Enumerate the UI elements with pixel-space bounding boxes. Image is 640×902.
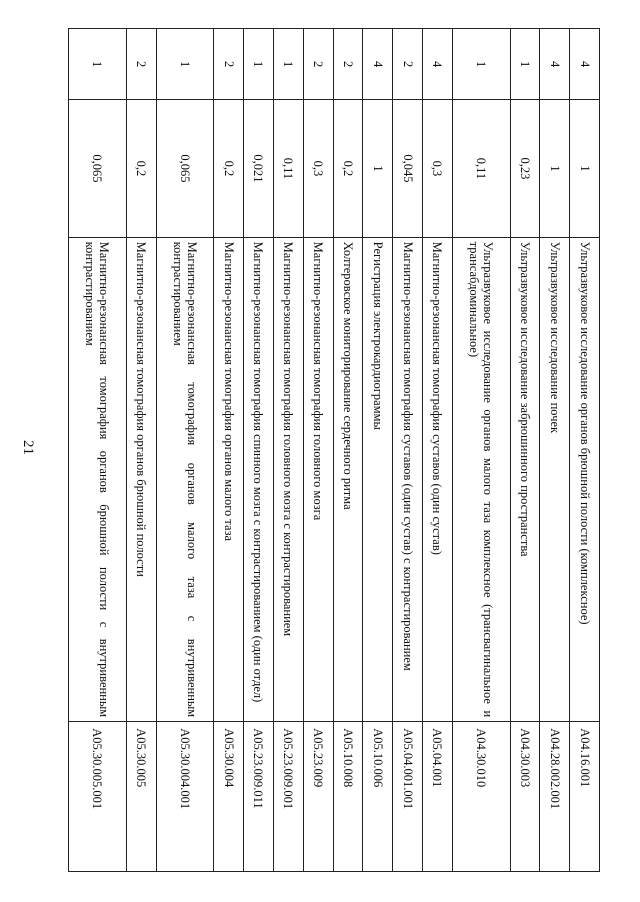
frequency-cell: 0,23 <box>510 100 540 237</box>
multiplicity-cell: 1 <box>273 29 303 100</box>
frequency-cell: 1 <box>363 100 393 237</box>
service-name-cell: Магнитно-резонансная томография органов брюшной полости <box>126 237 156 722</box>
service-name-cell: Магнитно-резонансная томография органов малого таза <box>214 237 244 722</box>
service-name-cell: Магнитно-резонансная томография суставов (один сустав) <box>423 237 453 722</box>
multiplicity-cell: 2 <box>214 29 244 100</box>
multiplicity-cell: 1 <box>156 29 214 100</box>
service-code-cell: A04.16.001 <box>570 722 600 872</box>
table-row <box>244 29 274 872</box>
multiplicity-cell: 4 <box>363 29 393 100</box>
multiplicity-cell: 2 <box>126 29 156 100</box>
frequency-cell: 1 <box>540 100 570 237</box>
table-row <box>303 29 333 872</box>
service-name-cell: Ультразвуковое исследование забрюшинного пространства <box>510 237 540 722</box>
table-row <box>510 29 540 872</box>
frequency-cell: 0,2 <box>126 100 156 237</box>
multiplicity-cell: 2 <box>303 29 333 100</box>
frequency-cell: 0,2 <box>214 100 244 237</box>
service-code-cell: A05.10.008 <box>333 722 363 872</box>
service-code-cell: A05.23.009.001 <box>273 722 303 872</box>
service-name-cell: Магнитно-резонансная томография органов брюшной полости с внутривенным контрастированием <box>69 237 127 722</box>
frequency-cell: 0,3 <box>423 100 453 237</box>
service-code-cell: A05.30.005.001 <box>69 722 127 872</box>
multiplicity-cell: 1 <box>244 29 274 100</box>
service-name-cell: Магнитно-резонансная томография спинного мозга с контрастированием (один отдел) <box>244 237 274 722</box>
table-row <box>452 29 510 872</box>
service-code-cell: A05.30.005 <box>126 722 156 872</box>
service-name-cell: Ультразвуковое исследование почек <box>540 237 570 722</box>
service-code-cell: A04.30.010 <box>452 722 510 872</box>
table-row <box>126 29 156 872</box>
multiplicity-cell: 1 <box>69 29 127 100</box>
service-code-cell: A04.30.003 <box>510 722 540 872</box>
frequency-cell: 0,065 <box>156 100 214 237</box>
service-name-cell: Регистрация электрокардиограммы <box>363 237 393 722</box>
service-name-cell: Магнитно-резонансная томография головного мозга с контрастированием <box>273 237 303 722</box>
frequency-cell: 1 <box>570 100 600 237</box>
frequency-cell: 0,11 <box>273 100 303 237</box>
service-name-cell: Магнитно-резонансная томография головного мозга <box>303 237 333 722</box>
service-name-cell: Ультразвуковое исследование органов брюшной полости (комплексное) <box>570 237 600 722</box>
service-code-cell: A05.23.009 <box>303 722 333 872</box>
multiplicity-cell: 4 <box>540 29 570 100</box>
table-row <box>393 29 423 872</box>
page-number: 21 <box>20 440 36 455</box>
table-row <box>214 29 244 872</box>
services-table-wrapper <box>68 28 600 872</box>
multiplicity-cell: 2 <box>333 29 363 100</box>
table-row <box>363 29 393 872</box>
table-row <box>540 29 570 872</box>
multiplicity-cell: 1 <box>510 29 540 100</box>
frequency-cell: 0,045 <box>393 100 423 237</box>
service-code-cell: A05.23.009.011 <box>244 722 274 872</box>
service-name-cell: Ультразвуковое исследование органов малого таза комплексное (трансвагинальное и трансабдоминальное) <box>452 237 510 722</box>
service-code-cell: A05.04.001 <box>423 722 453 872</box>
multiplicity-cell: 4 <box>423 29 453 100</box>
service-name-cell: Магнитно-резонансная томография органов малого таза с внутривенным контрастированием <box>156 237 214 722</box>
service-name-cell: Магнитно-резонансная томография суставов (один сустав) с контрастированием <box>393 237 423 722</box>
frequency-cell: 0,065 <box>69 100 127 237</box>
service-code-cell: A05.04.001.001 <box>393 722 423 872</box>
multiplicity-cell: 4 <box>570 29 600 100</box>
service-code-cell: A05.10.006 <box>363 722 393 872</box>
multiplicity-cell: 2 <box>393 29 423 100</box>
frequency-cell: 0,2 <box>333 100 363 237</box>
frequency-cell: 0,021 <box>244 100 274 237</box>
frequency-cell: 0,11 <box>452 100 510 237</box>
table-row <box>69 29 127 872</box>
table-row <box>273 29 303 872</box>
services-table-body <box>69 29 600 872</box>
table-row <box>156 29 214 872</box>
table-row <box>333 29 363 872</box>
service-code-cell: A05.30.004 <box>214 722 244 872</box>
services-table <box>68 28 600 872</box>
service-code-cell: A04.28.002.001 <box>540 722 570 872</box>
frequency-cell: 0,3 <box>303 100 333 237</box>
table-row <box>423 29 453 872</box>
multiplicity-cell: 1 <box>452 29 510 100</box>
service-name-cell: Холтеровское мониторирование сердечного ритма <box>333 237 363 722</box>
service-code-cell: A05.30.004.001 <box>156 722 214 872</box>
table-row <box>570 29 600 872</box>
